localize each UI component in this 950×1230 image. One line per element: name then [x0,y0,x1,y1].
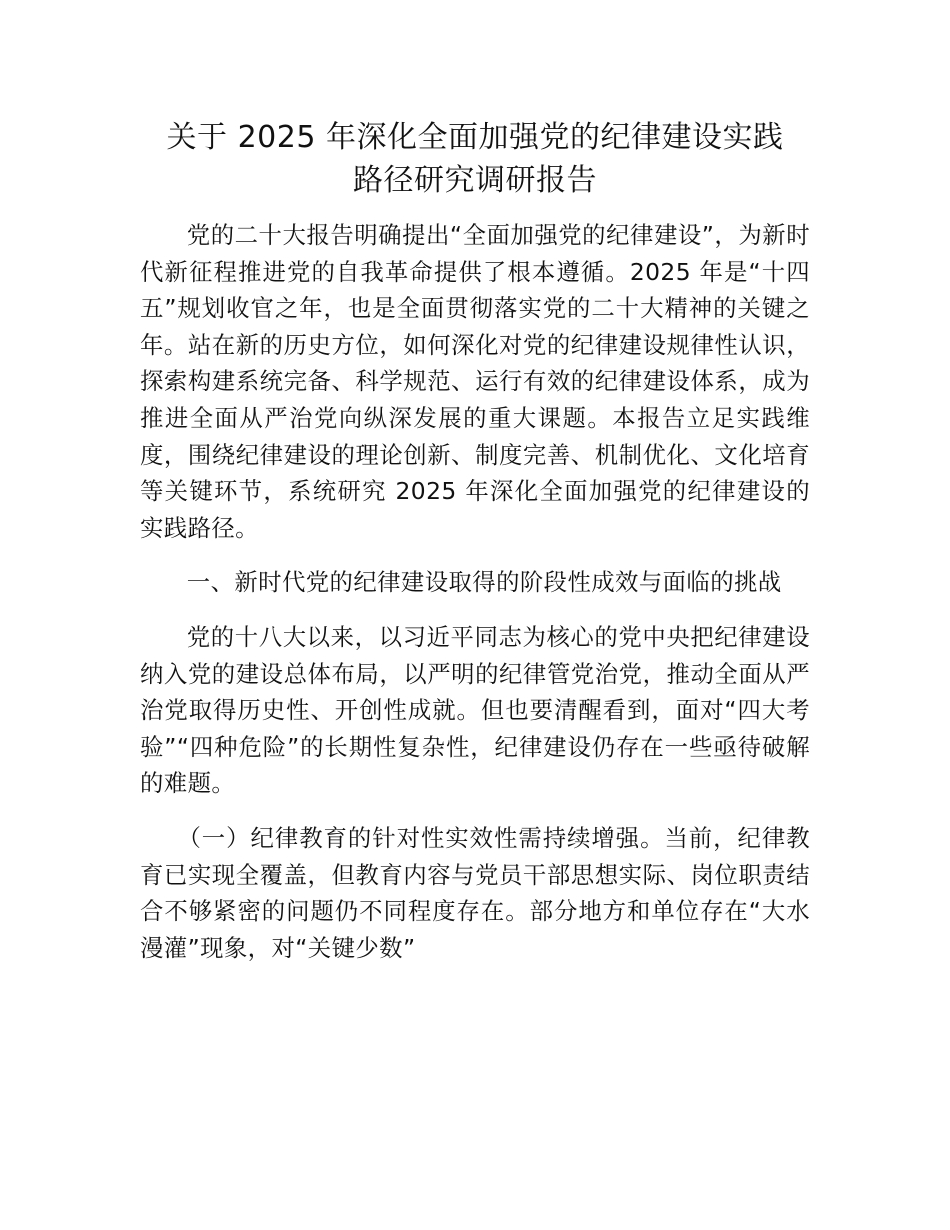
section-heading: 一、新时代党的纪律建设取得的阶段性成效与面临的挑战 [186,568,782,597]
subsection-paragraph: （一）纪律教育的针对性实效性需持续增强。当前，纪律教育已实现全覆盖，但教育内容与党员干部思想实际、岗位职责结合不够紧密的问题仍不同程度存在。部分地方和单位存在“大水漫灌”现象，对“关键少数” [140,823,810,962]
title-line-1: 关于 2025 年深化全面加强党的纪律建设实践 [166,120,784,155]
document-title [140,116,810,202]
document-body [140,217,810,984]
intro-paragraph: 党的二十大报告明确提出“全面加强党的纪律建设”，为新时代新征程推进党的自我革命提供了根本遵循。2025 年是“十四五”规划收官之年，也是全面贯彻落实党的二十大精神的关键之年。站在新的历史方位，如何深化对党的纪律建设规律性认识，探索构建系统完备、科学规范、运行有效的纪律建设体系，成为推进全面从严治党向纵深发展的重大课题。本报告立足实践维度，围绕纪律建设的理论创新、制度完善、机制优化、文化培育等关键环节，系统研究 2025 年深化全面加强党的纪律建设的实践路径。 [140,221,810,542]
section-paragraph: 党的十八大以来，以习近平同志为核心的党中央把纪律建设纳入党的建设总体布局，以严明的纪律管党治党，推动全面从严治党取得历史性、开创性成就。但也要清醒看到，面对“四大考验”“四种危险”的长期性复杂性，纪律建设仍存在一些亟待破解的难题。 [140,622,810,798]
title-line-2: 路径研究调研报告 [353,163,597,198]
